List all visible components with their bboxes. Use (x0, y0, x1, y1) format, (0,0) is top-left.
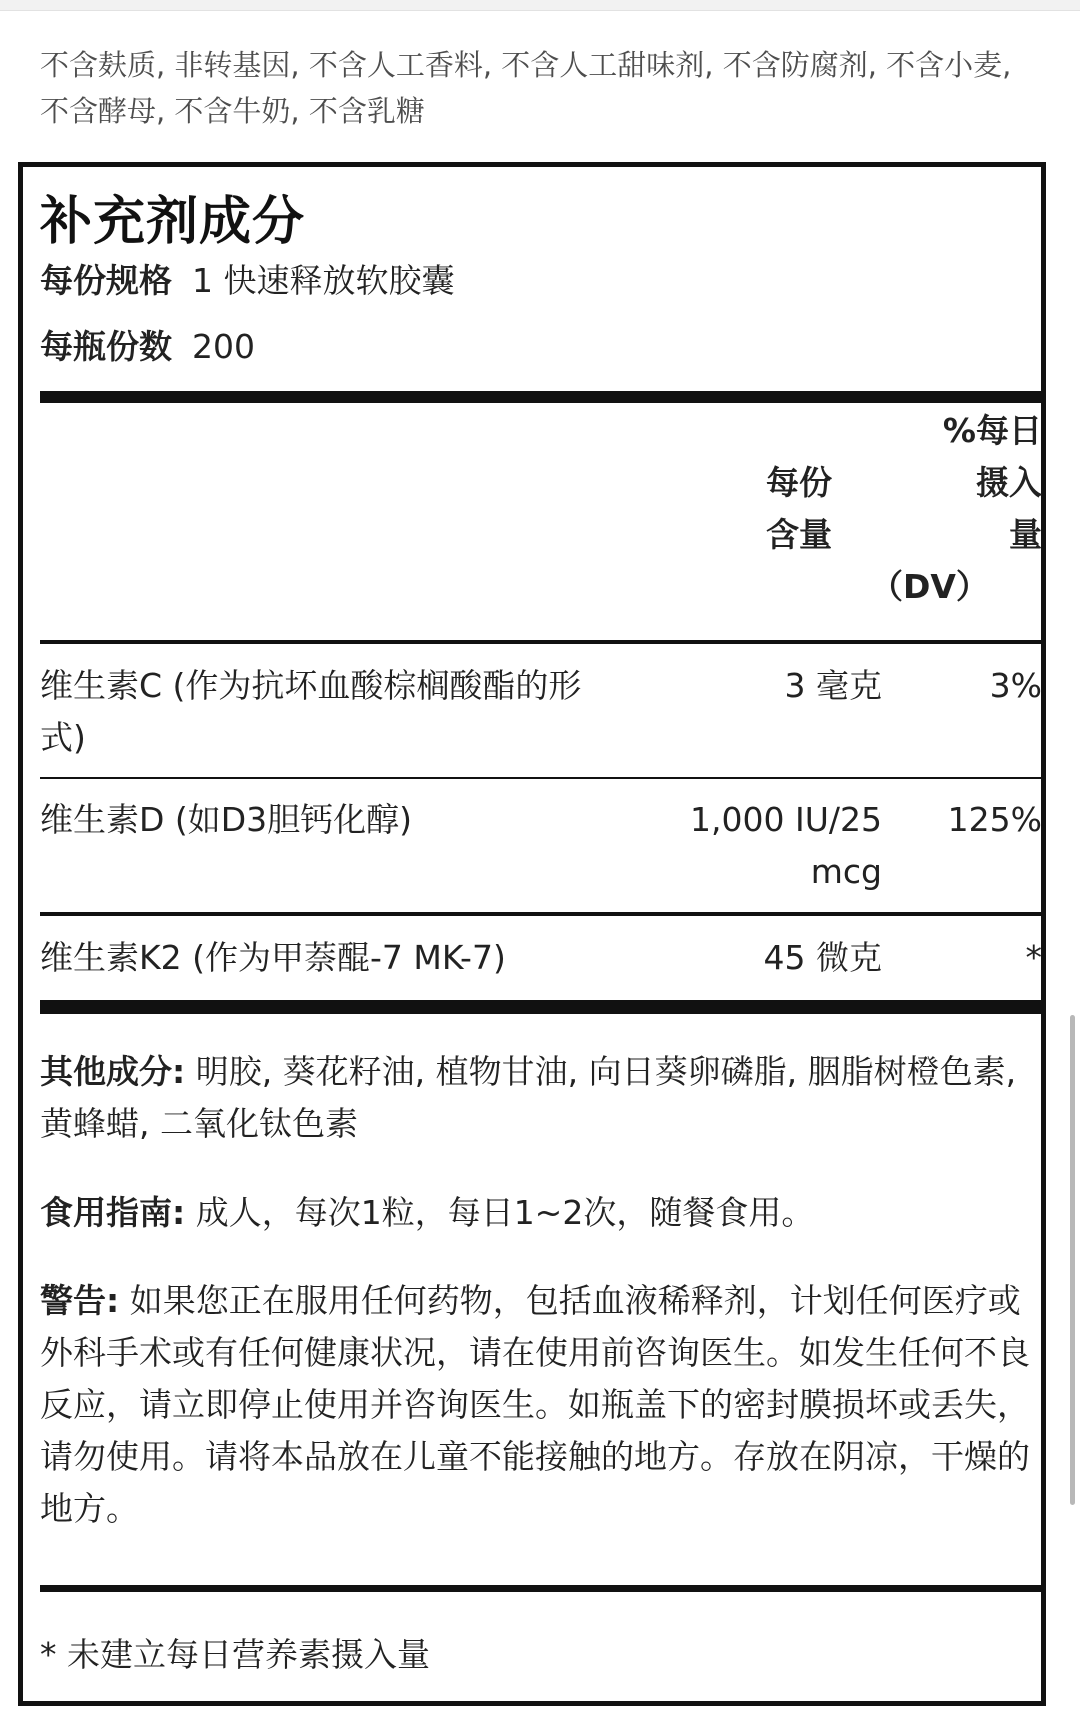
other-ingredients-text: 明胶, 葵花籽油, 植物甘油, 向日葵卵磷脂, 胭脂树橙色素, 黄蜂蜡, 二氧化钛色素 (40, 1052, 1017, 1143)
warning-label: 警告: (40, 1281, 120, 1320)
nutrient-name: 维生素K2 (作为甲萘醌-7 MK-7) (40, 938, 506, 977)
column-header-dv-line1: %每日 (942, 411, 1042, 450)
free-from-claims: 不含麸质, 非转基因, 不含人工香料, 不含人工甜味剂, 不含防腐剂, 不含小麦, 不含酵母, 不含牛奶, 不含乳糖 (40, 48, 1012, 128)
supplement-facts-panel (18, 162, 1046, 1706)
divider-footnote (40, 1585, 1042, 1592)
divider-header (40, 640, 1042, 644)
nutrient-daily-value: 3% (989, 666, 1042, 705)
nutrient-name: 维生素C (作为抗坏血酸棕榈酸酯的形式) (40, 666, 582, 757)
column-header-dv-line3: 量 (1009, 515, 1042, 554)
nutrient-row (40, 660, 1042, 770)
servings-per-container-value: 200 (192, 327, 255, 366)
nutrient-row (40, 932, 1042, 992)
divider-thick-bottom (40, 1000, 1042, 1014)
divider-thick-top (40, 391, 1042, 403)
panel-title: 补充剂成分 (40, 192, 306, 252)
column-header-daily-value (870, 405, 1042, 613)
nutrient-row (40, 794, 1042, 904)
serving-size-label: 每份规格 (40, 261, 172, 300)
scrollbar-thumb[interactable] (1070, 1015, 1075, 1505)
column-header-dv-line2: 摄入 (976, 463, 1042, 502)
nutrient-amount: 45 微克 (763, 938, 882, 977)
column-header-amount (702, 457, 832, 561)
divider-row (40, 777, 1042, 779)
serving-size-row (40, 255, 455, 302)
nutrient-daily-value: 125% (947, 800, 1042, 839)
directions-text: 成人，每次1粒，每日1~2次，随餐食用。 (185, 1193, 815, 1232)
top-edge-shade (0, 0, 1080, 11)
nutrient-amount: 3 毫克 (784, 666, 882, 705)
column-header-amount-line2: 含量 (766, 515, 832, 554)
nutrient-amount: 1,000 IU/25 mcg (690, 800, 882, 891)
warning-text: 如果您正在服用任何药物，包括血液稀释剂，计划任何医疗或外科手术或有任何健康状况，请在使用前咨询医生。如发生任何不良反应，请立即停止使用并咨询医生。如瓶盖下的密封膜损坏或丢失，请勿使用。请将本品放在儿童不能接触的地方。存放在阴凉，干燥的地方。 (40, 1281, 1030, 1528)
directions-label: 食用指南: (40, 1193, 186, 1232)
servings-per-container-label: 每瓶份数 (40, 327, 172, 366)
warning (40, 1275, 1042, 1535)
serving-size-value: 1 快速释放软胶囊 (192, 261, 455, 300)
directions (40, 1187, 1042, 1239)
nutrient-name: 维生素D (如D3胆钙化醇) (40, 800, 413, 839)
column-header-amount-line1: 每份 (766, 463, 832, 502)
other-ingredients-label: 其他成分: (40, 1052, 186, 1091)
divider-row (40, 912, 1042, 916)
column-header-dv-line4: （DV） (870, 567, 989, 606)
nutrient-daily-value: * (1025, 938, 1042, 977)
daily-value-footnote: * 未建立每日营养素摄入量 (40, 1635, 430, 1674)
other-ingredients (40, 1046, 1042, 1150)
servings-per-container-row (40, 321, 255, 368)
